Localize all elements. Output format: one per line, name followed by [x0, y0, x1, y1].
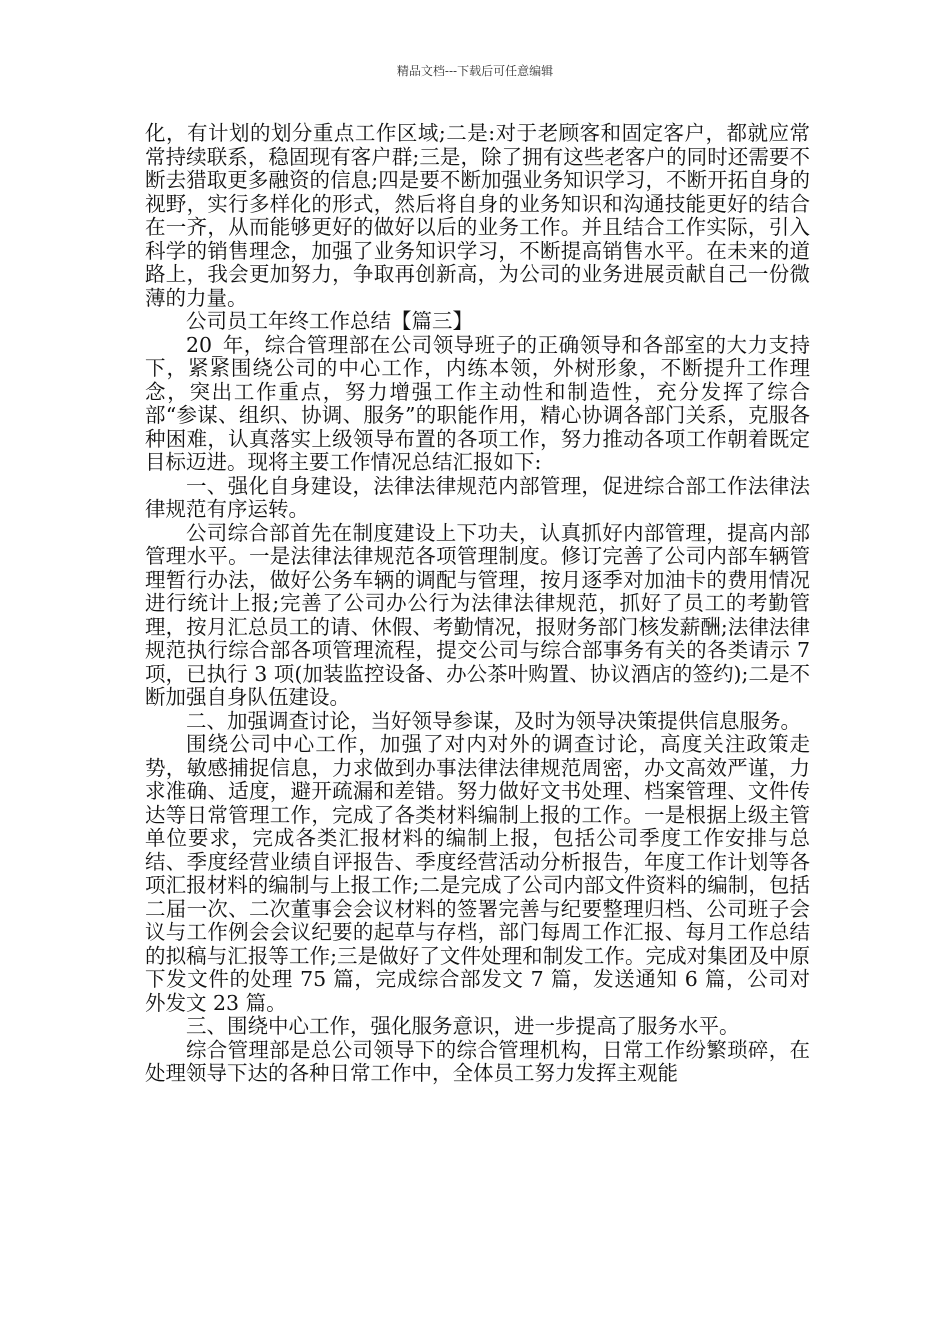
paragraph-1: 公司综合部首先在制度建设上下功夫，认真抓好内部管理，提高内部管理水平。一是法律法律规范各项管理制度。修订完善了公司内部车辆管理暂行办法，做好公务车辆的调配与管理，按月逐季对加油卡的费用情况进行统计上报;完善了公司办公行为法律法律规范，抓好了员工的考勤管理，按月汇总员工的请、休假、考勤情况，报财务部门核发薪酬;法律法律规范执行综合部各项管理流程，提交公司与综合部事务有关的各类请示 7 项，已执行 3 项(加装监控设备、办公茶叶购置、协议酒店的签约);二是不断加强自身队伍建设。 [145, 520, 810, 709]
subheading-2: 二、加强调查讨论，当好领导参谋，及时为领导决策提供信息服务。 [186, 708, 801, 733]
paragraph-continuation: 化，有计划的划分重点工作区域;二是:对于老顾客和固定客户，都就应常常持续联系，稳固现有客户群;三是，除了拥有这些老客户的同时还需要不断去猎取更多融资的信息;四是要不断加强业务知识学习，不断开拓自身的视野，实行多样化的形式，然后将自身的业务知识和沟通技能更好的结合在一齐，从而能够更好的做好以后的业务工作。并且结合工作实际，引入科学的销售理念，加强了业务知识学习，不断提高销售水平。在未来的道路上，我会更加努力，争取再创新高，为公司的业务进展贡献自己一份微薄的力量。 [145, 121, 810, 310]
page-header: 精品文档---下载后可任意编辑 [396, 64, 554, 78]
paragraph-3: 综合管理部是总公司领导下的综合管理机构，日常工作纷繁琐碎，在处理领导下达的各种日常工作中，全体员工努力发挥主观能 [145, 1037, 810, 1085]
document-body [145, 122, 810, 1086]
subheading-3: 三、围绕中心工作，强化服务意识，进一步提高了服务水平。 [186, 1014, 740, 1038]
subheading-1: 一、强化自身建设，法律法律规范内部管理，促进综合部工作法律法律规范有序运转。 [145, 473, 810, 521]
paragraph-intro: 20_年，综合管理部在公司领导班子的正确领导和各部室的大力支持下，紧紧围绕公司的中心工作，内练本领，外树形象，不断提升工作理念，突出工作重点，努力增强工作主动性和制造性，充分发挥了综合部“参谋、组织、协调、服务”的职能作用，精心协调各部门关系，克服各种困难，认真落实上级领导布置的各项工作，努力推动各项工作朝着既定目标迈进。现将主要工作情况总结汇报如下: [145, 332, 810, 474]
section-heading: 公司员工年终工作总结【篇三】 [186, 309, 473, 333]
paragraph-2: 围绕公司中心工作，加强了对内对外的调查讨论，高度关注政策走势，敏感捕捉信息，力求做到办事法律法律规范周密，办文高效严谨，力求准确、适度，避开疏漏和差错。努力做好文书处理、档案管理、文件传达等日常管理工作，完成了各类材料编制上报的工作。一是根据上级主管单位要求，完成各类汇报材料的编制上报，包括公司季度工作安排与总结、季度经营业绩自评报告、季度经营活动分析报告，年度工作计划等各项汇报材料的编制与上报工作;二是完成了公司内部文件资料的编制，包括二届一次、二次董事会会议材料的签署完善与纪要整理归档、公司班子会议与工作例会会议纪要的起草与存档，部门每周工作汇报、每月工作总结的拟稿与汇报等工作;三是做好了文件处理和制发工作。完成对集团及中原下发文件的处理 75 篇，完成综合部发文 7 篇，发送通知 6 篇，公司对外发文 23 篇。 [145, 732, 810, 1015]
